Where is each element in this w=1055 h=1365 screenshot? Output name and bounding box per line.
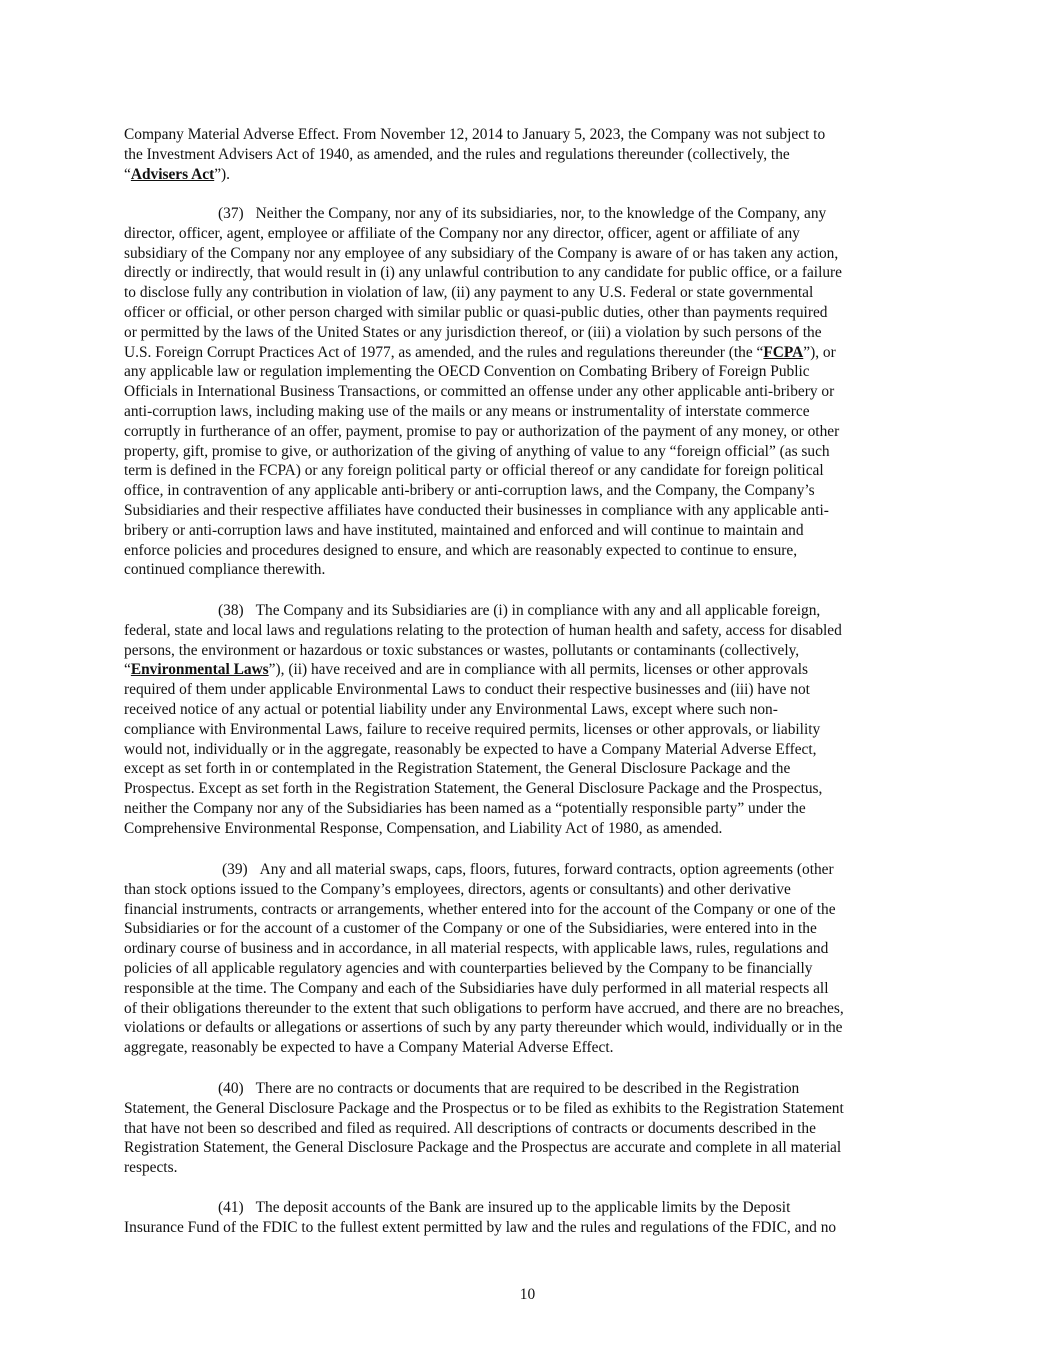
paragraph-40: [124, 1079, 936, 1178]
text-line: than stock options issued to the Company’s employees, directors, agents or consultants) and other derivative: [124, 880, 791, 898]
text-line: Prospectus. Except as set forth in the Registration Statement, the General Disclosure Package and the Prospectus,: [124, 780, 823, 798]
text-line: of their obligations thereunder to the extent that such obligations to perform have accrued, and there are no breaches,: [124, 999, 844, 1017]
text-line: persons, the environment or hazardous or toxic substances or wastes, pollutants or contaminants (collectively,: [124, 641, 800, 659]
paragraph-36-continuation: [124, 125, 936, 184]
paragraph-37: [124, 204, 936, 580]
text-line: the Investment Advisers Act of 1940, as amended, and the rules and regulations thereunder (collectively, the: [124, 145, 790, 163]
text-line: subsidiary of the Company nor any employee of any subsidiary of the Company is aware of or has taken any action,: [124, 244, 839, 262]
text-line: violations or defaults or allegations or assertions of such by any party thereunder which would, individually or in the: [124, 1019, 843, 1037]
section-number: (38): [218, 602, 244, 619]
text-line: enforce policies and procedures designed to ensure, and which are reasonably expected to continue to ensure,: [124, 541, 798, 559]
text-line: compliance with Environmental Laws, failure to receive required permits, licenses or other approvals, or liability: [124, 720, 821, 738]
text-line: aggregate, reasonably be expected to have a Company Material Adverse Effect.: [124, 1039, 614, 1057]
text-line: to disclose fully any contribution in violation of law, (ii) any payment to any U.S. Federal or state governmental: [124, 284, 814, 302]
text-line: or permitted by the laws of the United States or any jurisdiction thereof, or (iii) a violation by such persons of the: [124, 323, 822, 341]
text-line: property, gift, promise to give, or authorization of the giving of anything of value to any “foreign official” (as such: [124, 442, 830, 460]
text-line: any applicable law or regulation implementing the OECD Convention on Combating Bribery of Foreign Public: [124, 363, 810, 381]
text-line: (37) Neither the Company, nor any of its subsidiaries, nor, to the knowledge of the Company, any: [218, 205, 827, 222]
paragraph-41: [124, 1198, 936, 1238]
defined-term-environmental-laws: Environmental Laws: [130, 661, 269, 679]
text-line: U.S. Foreign Corrupt Practices Act of 1977, as amended, and the rules and regulations thereunder (the “FCPA”), or: [124, 343, 836, 361]
text-line: “Environmental Laws”), (ii) have received and are in compliance with all permits, licenses or other approvals: [124, 661, 808, 679]
text-line: ordinary course of business and in accordance, in all material respects, with applicable laws, rules, regulations and: [124, 940, 829, 958]
text-line: required of them under applicable Environmental Laws to conduct their respective businesses and (iii) have not: [124, 681, 810, 699]
section-number: (39): [222, 861, 248, 878]
text-line: Officials in International Business Transactions, or committed an offense under any other applicable anti-bribery or: [124, 383, 835, 401]
text-line: continued compliance therewith.: [124, 561, 326, 579]
paragraph-39: [124, 860, 936, 1058]
text-line: that have not been so described and filed as required. All descriptions of contracts or documents described in the: [124, 1119, 816, 1137]
text-line: Subsidiaries or for the account of a customer of the Company or one of the Subsidiaries, were entered into in the: [124, 920, 817, 938]
section-number: (40): [218, 1080, 244, 1097]
text-line: Statement, the General Disclosure Package and the Prospectus or to be filed as exhibits to the Registration Statement: [124, 1099, 844, 1117]
text-line: directly or indirectly, that would result in (i) any unlawful contribution to any candidate for public office, or a failure: [124, 264, 843, 282]
page-number: 10: [519, 1286, 536, 1303]
text-line: officer or official, or other person charged with similar public or quasi-public duties, other than payments required: [124, 303, 828, 321]
text-line: (39) Any and all material swaps, caps, floors, futures, forward contracts, option agreements (other: [222, 861, 834, 878]
text-line: bribery or anti-corruption laws and have instituted, maintained and enforced and will continue to maintain and: [124, 521, 804, 539]
text-line: financial instruments, contracts or arrangements, whether entered into for the account of the Company or one of the: [124, 900, 836, 918]
open-quote: “: [124, 165, 131, 183]
text-line: Company Material Adverse Effect. From November 12, 2014 to January 5, 2023, the Company was not subject to: [124, 126, 826, 143]
text-line: Registration Statement, the General Disclosure Package and the Prospectus are accurate and complete in all material: [124, 1139, 842, 1157]
text-line: director, officer, agent, employee or affiliate of the Company nor any director, officer, agent or affiliate of any: [124, 224, 800, 242]
section-number: (41): [218, 1199, 244, 1216]
text-line: term is defined in the FCPA) or any foreign political party or official thereof or any candidate for foreign political: [124, 462, 824, 480]
text-line: corruptly in furtherance of an offer, payment, promise to pay or authorization of the payment of any money, or other: [124, 422, 840, 440]
text-line: policies of all applicable regulatory agencies and with counterparties believed by the Company to be financially: [124, 959, 813, 977]
text-line: (41) The deposit accounts of the Bank are insured up to the applicable limits by the Deposit: [218, 1199, 791, 1216]
text-line: received notice of any actual or potential liability under any Environmental Laws, except where such non-: [124, 700, 778, 718]
defined-term-advisers-act: Advisers Act: [130, 165, 215, 183]
text-line: except as set forth in or contemplated in the Registration Statement, the General Disclosure Package and the: [124, 760, 791, 778]
text-line: neither the Company nor any of the Subsidiaries has been named as a “potentially responsible party” under the: [124, 799, 806, 817]
defined-term-fcpa: FCPA: [763, 343, 804, 361]
close-quote: ”).: [214, 165, 231, 183]
text-line: responsible at the time. The Company and each of the Subsidiaries have duly performed in all material respects all: [124, 979, 829, 997]
text-line: respects.: [124, 1159, 178, 1177]
text-line: Comprehensive Environmental Response, Compensation, and Liability Act of 1980, as amended.: [124, 819, 723, 837]
text-line: would not, individually or in the aggregate, reasonably be expected to have a Company Material Adverse Effect,: [124, 740, 817, 758]
text-line: (40) There are no contracts or documents that are required to be described in the Registration: [218, 1080, 800, 1097]
text-line: [124, 165, 936, 185]
text-line: office, in contravention of any applicable anti-bribery or anti-corruption laws, and the Company, the Company’s: [124, 482, 815, 500]
section-number: (37): [218, 205, 244, 222]
text-line: anti-corruption laws, including making use of the mails or any means or instrumentality of interstate commerce: [124, 402, 810, 420]
text-line: (38) The Company and its Subsidiaries are (i) in compliance with any and all applicable foreign,: [218, 602, 821, 619]
paragraph-38: [124, 601, 936, 839]
text-line: Subsidiaries and their respective affiliates have conducted their businesses in compliance with any applicable anti-: [124, 501, 829, 519]
text-line: Insurance Fund of the FDIC to the fullest extent permitted by law and the rules and regulations of the FDIC, and no: [124, 1218, 837, 1236]
text-line: federal, state and local laws and regulations relating to the protection of human health and safety, access for disabled: [124, 621, 842, 639]
